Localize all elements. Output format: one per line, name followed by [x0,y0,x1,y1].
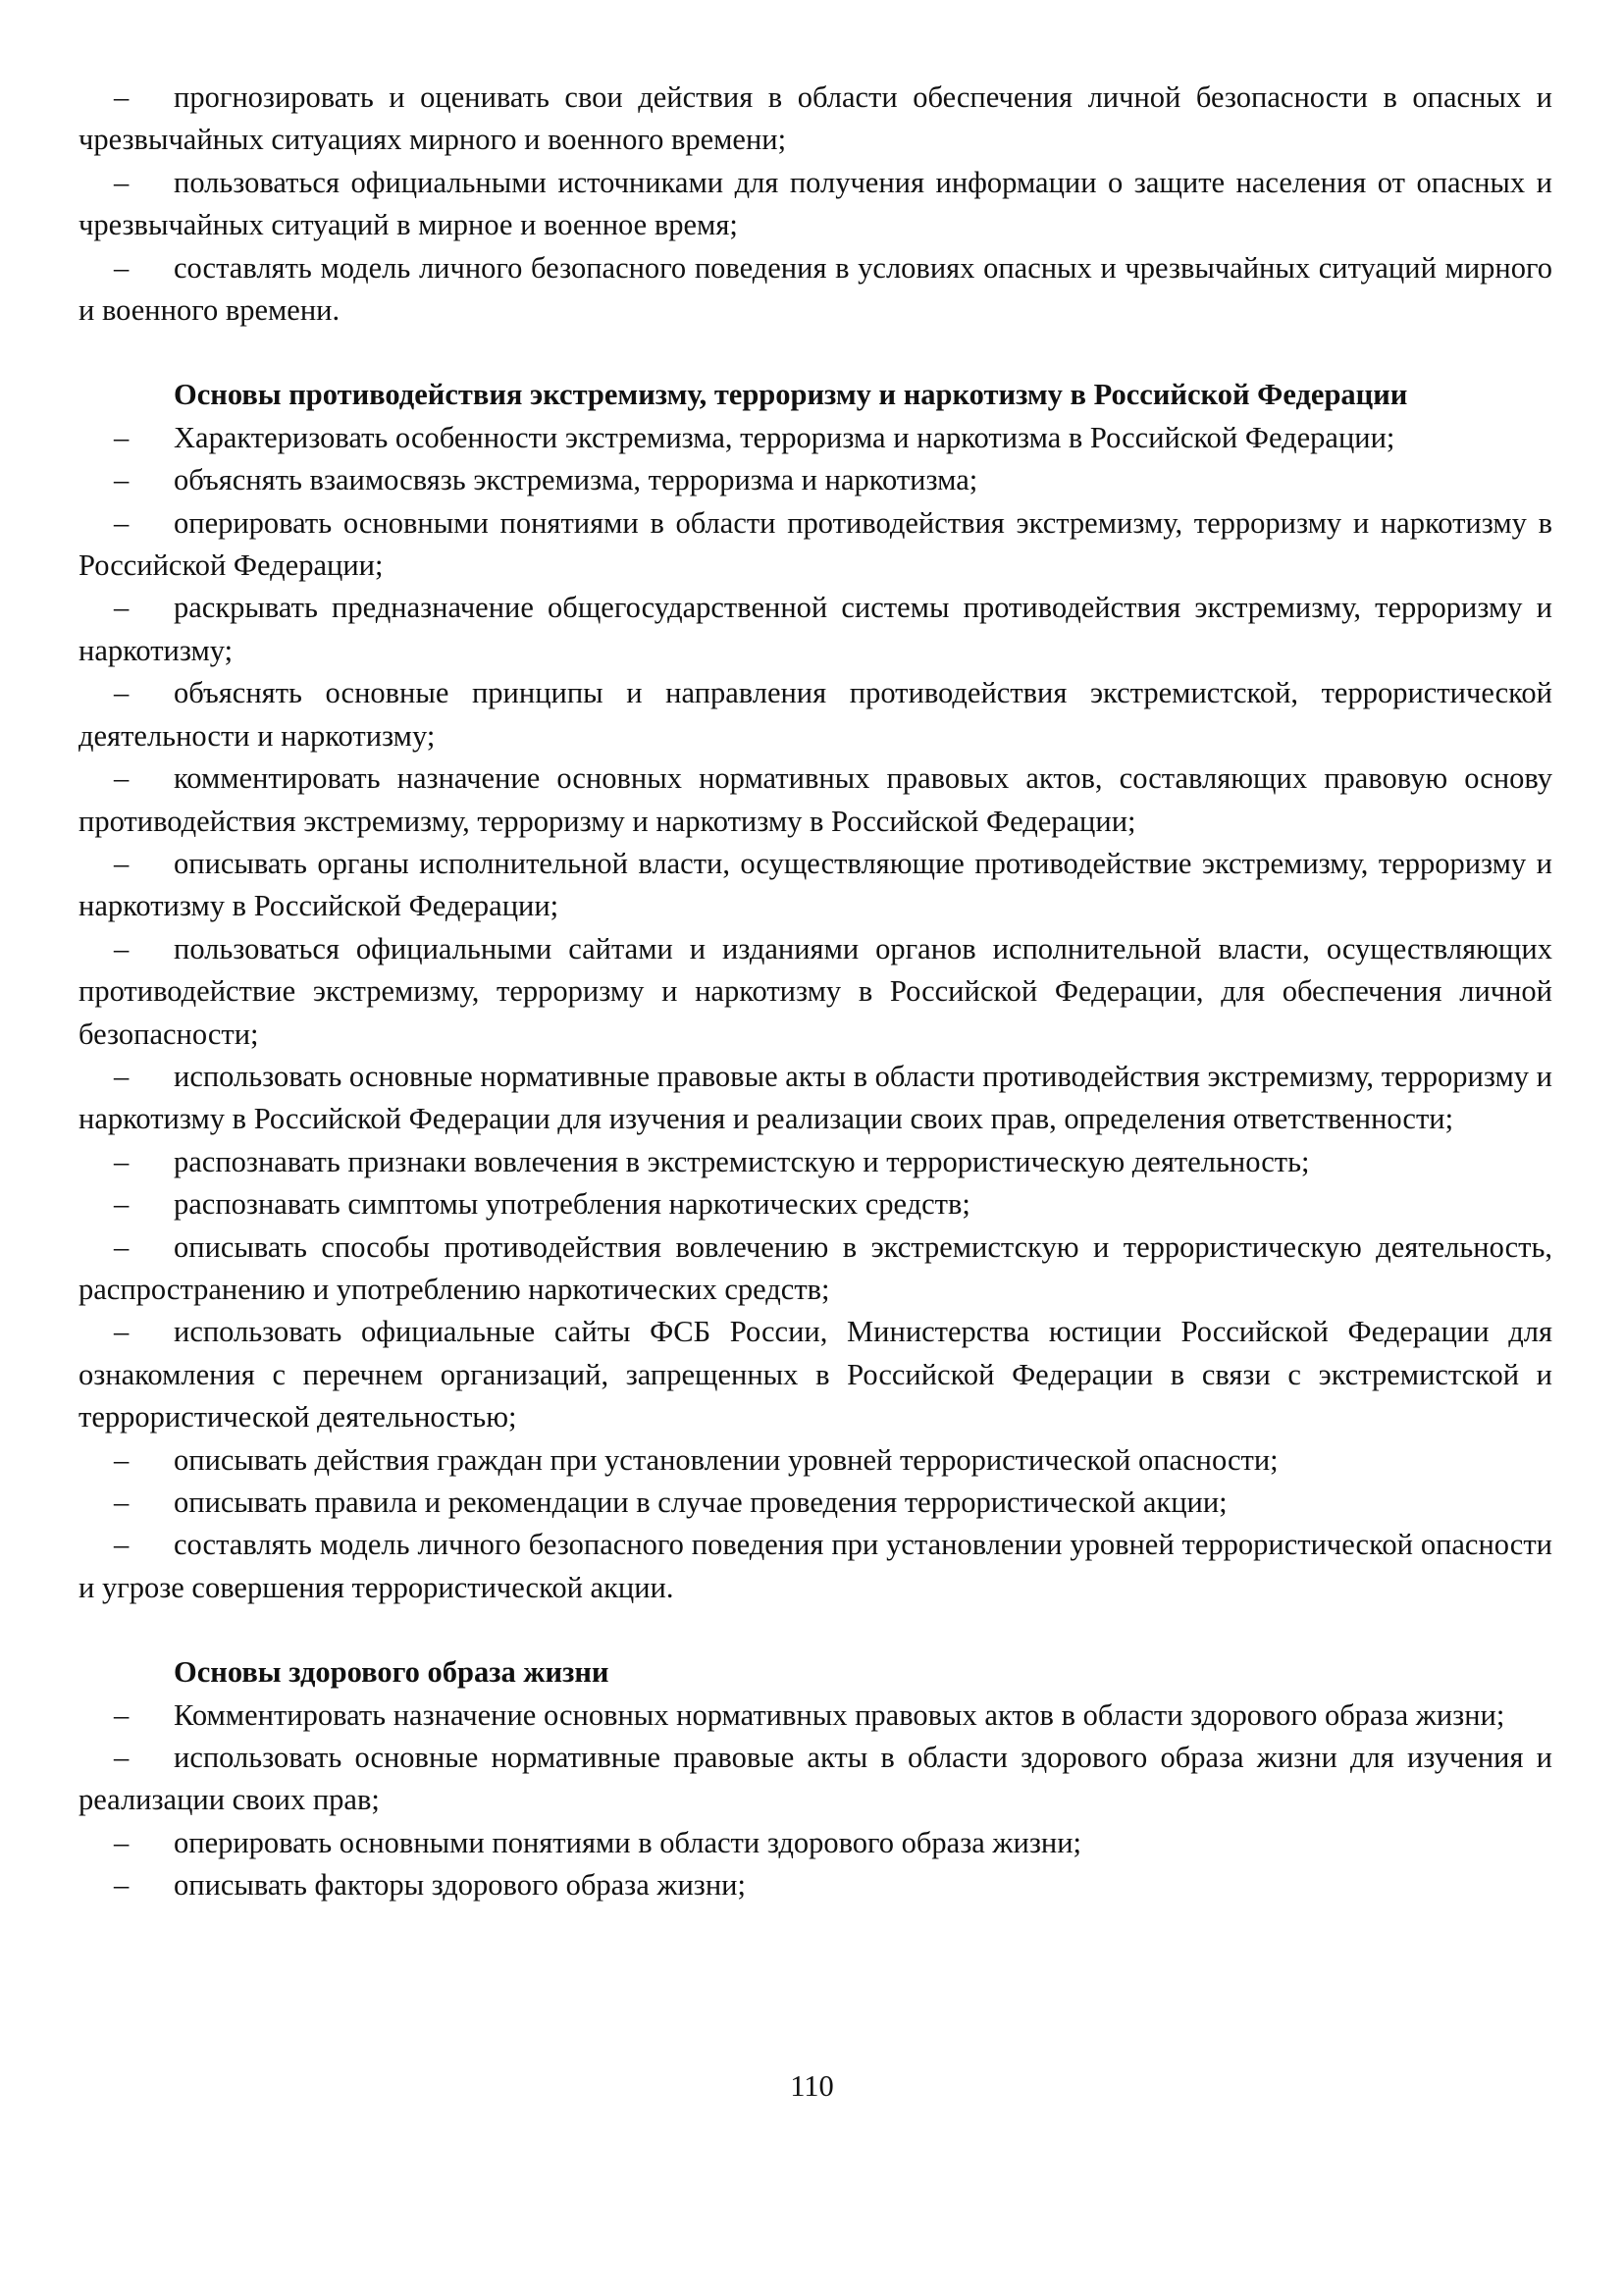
list-item-text: распознавать признаки вовлечения в экстремистскую и террористическую деятельность; [174,1144,1310,1178]
list-item [79,1524,1552,1609]
list-item [79,1226,1552,1312]
list-item-text: раскрывать предназначение общегосударственной системы противодействия экстремизму, терроризму и наркотизму; [79,591,1552,667]
bullet-dash: – [114,591,130,625]
list-item [79,162,1552,247]
bullet-dash: – [114,846,130,880]
section-heading-healthy-lifestyle: Основы здорового образа жизни [174,1655,609,1690]
list-item [79,1056,1552,1141]
document-page [79,77,1552,1907]
bullet-dash: – [114,463,130,497]
list-item [79,417,1552,459]
list-item [79,757,1552,843]
list-item-text: пользоваться официальными сайтами и изданиями органов исполнительной власти, осуществляющих противодействие экстремизму, терроризму и наркотизму в Российской Федерации, для обеспечения личной безопасности; [79,931,1552,1051]
list-item-text: описывать факторы здорового образа жизни; [174,1868,746,1903]
list-item [79,77,1552,162]
bullet-dash: – [114,165,130,199]
page-number: 110 [790,2069,834,2103]
list-item [79,502,1552,588]
list-item [79,1183,1552,1226]
list-item-text: прогнозировать и оценивать свои действия в области обеспечения личной безопасности в опасных и чрезвычайных ситуациях мирного и военного времени; [79,80,1552,157]
bullet-dash: – [114,1868,130,1903]
list-item-text: использовать основные нормативные правовые акты в области противодействия экстремизму, терроризму и наркотизму в Российской Федерации для изучения и реализации своих прав, определения ответственности; [79,1059,1552,1136]
list-item-text: составлять модель личного безопасного поведения при установлении уровней террористической опасности и угрозе совершения террористической акции. [79,1528,1552,1604]
list-item-text: Характеризовать особенности экстремизма, терроризма и наркотизма в Российской Федерации; [174,420,1395,454]
list-item [79,1737,1552,1822]
intro-list [79,77,1552,332]
list-item-text: пользоваться официальными источниками для получения информации о защите населения от опасных и чрезвычайных ситуаций в мирное и военное время; [79,165,1552,242]
list-item-text: оперировать основными понятиями в области противодействия экстремизму, терроризму и наркотизму в Российской Федерации; [79,505,1552,583]
list-item-text: оперировать основными понятиями в области здорового образа жизни; [174,1825,1081,1859]
list-item [79,587,1552,672]
list-item [79,672,1552,757]
bullet-dash: – [114,420,130,454]
list-item [79,247,1552,333]
bullet-dash: – [114,1229,130,1264]
list-item-text: составлять модель личного безопасного поведения в условиях опасных и чрезвычайных ситуаций мирного и военного времени. [79,250,1552,328]
list-item [79,1439,1552,1482]
counter-extremism-list [79,417,1552,1609]
list-item-text: комментировать назначение основных нормативных правовых актов, составляющих правовую основу противодействия экстремизму, терроризму и наркотизму в Российской Федерации; [79,761,1552,838]
bullet-dash: – [114,931,130,965]
bullet-dash: – [114,1315,130,1349]
bullet-dash: – [114,505,130,540]
list-item [79,1864,1552,1906]
healthy-lifestyle-list [79,1695,1552,1907]
bullet-dash: – [114,80,130,114]
list-item-text: использовать официальные сайты ФСБ России, Министерства юстиции Российской Федерации для ознакомления с перечнем организаций, запрещенных в Российской Федерации в связи с экстремистской и террористической деятельностью; [79,1315,1552,1434]
bullet-dash: – [114,1059,130,1093]
bullet-dash: – [114,250,130,285]
list-item-text: описывать способы противодействия вовлечению в экстремистскую и террористическую деятельность, распространению и употреблению наркотических средств; [79,1229,1552,1306]
section-heading-counter-extremism: Основы противодействия экстремизму, терроризму и наркотизму в Российской Федерации [174,378,1408,412]
list-item-text: распознавать симптомы употребления наркотических средств; [174,1187,970,1222]
list-item-text: объяснять основные принципы и направления противодействия экстремистской, террористической деятельности и наркотизму; [79,676,1552,753]
list-item [79,459,1552,501]
bullet-dash: – [114,1486,130,1519]
bullet-dash: – [114,1144,130,1178]
list-item [79,1311,1552,1438]
list-item [79,928,1552,1056]
list-item [79,843,1552,928]
bullet-dash: – [114,1442,130,1477]
list-item [79,1822,1552,1864]
bullet-dash: – [114,1528,130,1562]
bullet-dash: – [114,676,130,710]
bullet-dash: – [114,1187,130,1222]
list-item [79,1141,1552,1183]
list-item-text: описывать действия граждан при установлении уровней террористической опасности; [174,1442,1279,1477]
bullet-dash: – [114,1741,130,1775]
list-item-text: описывать органы исполнительной власти, осуществляющие противодействие экстремизму, терроризму и наркотизму в Российской Федерации; [79,846,1552,923]
bullet-dash: – [114,761,130,796]
list-item-text: описывать правила и рекомендации в случае проведения террористической акции; [174,1486,1228,1519]
bullet-dash: – [114,1697,130,1732]
list-item-text: объяснять взаимосвязь экстремизма, терроризма и наркотизма; [174,463,978,497]
list-item-text: Комментировать назначение основных нормативных правовых актов в области здорового образа жизни; [174,1697,1505,1732]
list-item-text: использовать основные нормативные правовые акты в области здорового образа жизни для изучения и реализации своих прав; [79,1741,1552,1817]
bullet-dash: – [114,1825,130,1859]
list-item [79,1695,1552,1737]
list-item [79,1482,1552,1524]
